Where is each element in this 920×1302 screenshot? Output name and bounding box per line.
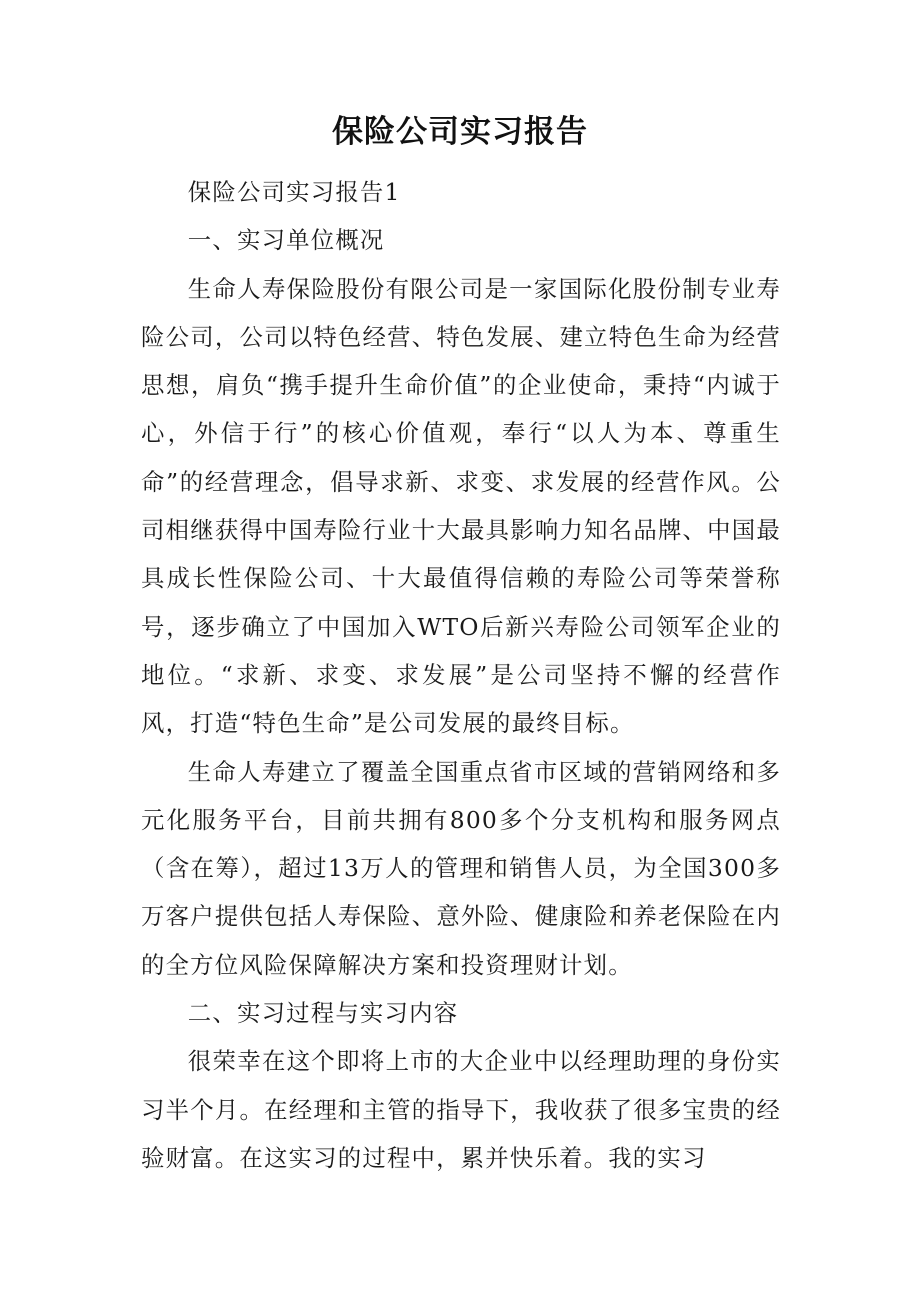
body-paragraph: 很荣幸在这个即将上市的大企业中以经理助理的身份实习半个月。在经理和主管的指导下，我收获了很多宝贵的经验财富。在这实习的过程中，累并快乐着。我的实习 [141, 1047, 781, 1172]
section-heading-2: 二、实习过程与实习内容 [187, 999, 459, 1028]
report-heading: 保险公司实习报告1 [187, 178, 401, 206]
body-paragraph: 生命人寿建立了覆盖全国重点省市区域的营销网络和多元化服务平台，目前共拥有800多个分支机构和服务网点（含在筹），超过13万人的管理和销售人员，为全国300多万客户提供包括人寿保险、意外险、健康险和养老保险在内的全方位风险保障解决方案和投资理财计划。 [141, 757, 781, 979]
section-heading-1: 一、实习单位概况 [187, 226, 385, 255]
body-paragraph: 生命人寿保险股份有限公司是一家国际化股份制专业寿险公司，公司以特色经营、特色发展、建立特色生命为经营思想，肩负“携手提升生命价值”的企业使命，秉持“内诚于心，外信于行”的核心价值观，奉行“以人为本、尊重生命”的经营理念，倡导求新、求变、求发展的经营作风。公司相继获得中国寿险行业十大最具影响力知名品牌、中国最具成长性保险公司、十大最值得信赖的寿险公司等荣誉称号，逐步确立了中国加入WTO后新兴寿险公司领军企业的地位。“求新、求变、求发展”是公司坚持不懈的经营作风，打造“特色生命”是公司发展的最终目标。 [141, 274, 781, 738]
document-body [141, 168, 781, 1182]
document-title: 保险公司实习报告 [332, 114, 588, 150]
